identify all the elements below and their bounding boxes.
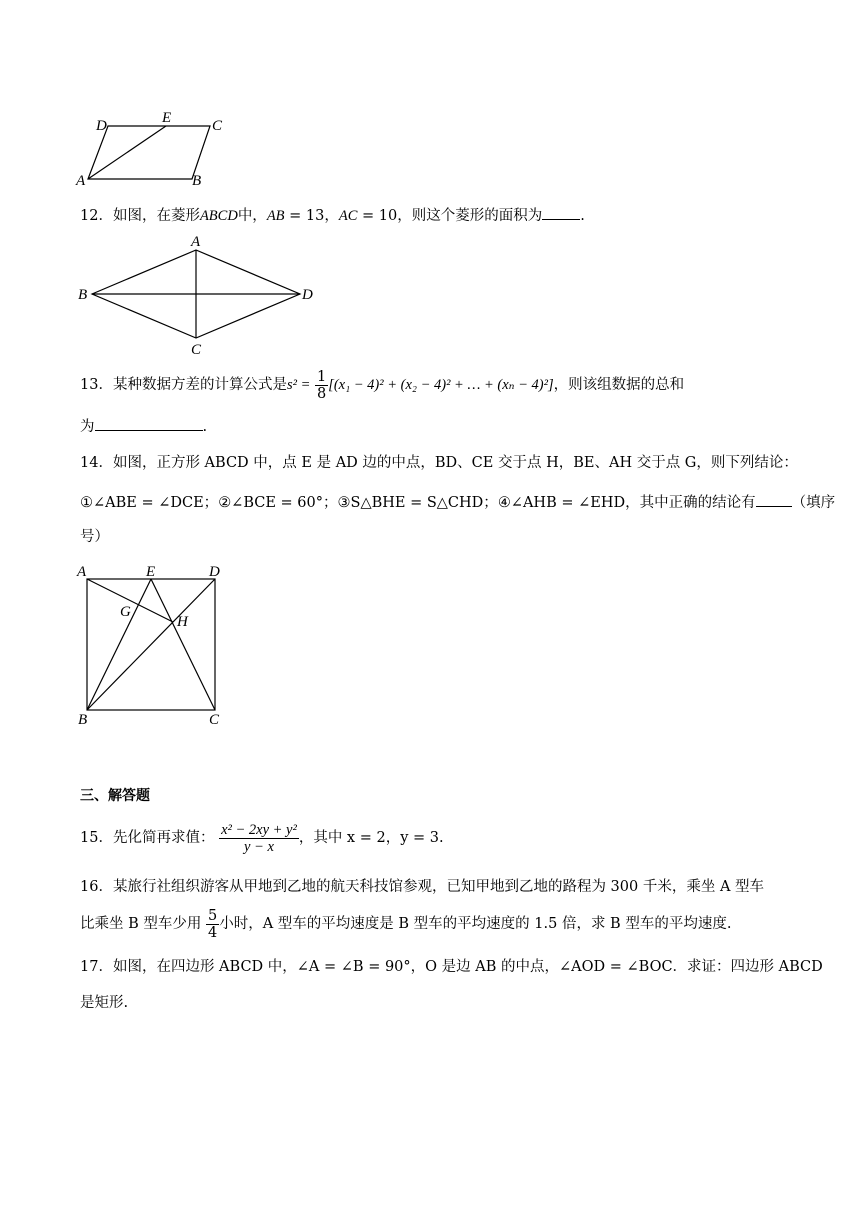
vertex-label-g: G [120,604,131,620]
vertex-label-d: D [96,118,107,134]
q13-fraction [315,369,328,402]
q13-answer-blank[interactable] [95,416,203,431]
q14-number: 14． [80,455,113,471]
q16-frac-num: 5 [207,907,218,924]
q13-formula-body: [(x₁ − 4)² + (x₂ − 4)² + … + (xₙ − 4)²] [328,377,554,393]
q15-fraction [219,822,299,855]
q13-text-b: ，则该组数据的总和 [553,377,685,393]
q17-line2: 是矩形. [80,995,129,1011]
q12-abcd: ABCD [199,208,238,224]
vertex-label-a: A [77,564,87,580]
q15-number: 15． [80,830,113,846]
vertex-label-d: D [209,564,220,580]
q15-den: y − x [243,838,274,855]
q12-ac: AC [338,208,358,224]
question-13 [80,368,684,402]
vertex-label-a: A [76,173,86,189]
q12-eq10: = 10，则这个菱形的面积为 [357,208,543,224]
q13-line2: 为 [80,419,95,435]
q14-answer-blank[interactable] [756,492,792,507]
vertex-label-b: B [192,173,202,189]
question-16-line2 [80,906,731,942]
parallelogram-figure [70,108,240,190]
question-14-line2 [80,492,835,512]
question-16-line1 [80,878,764,896]
vertex-label-b: B [78,712,88,728]
q14-fill: （填序 [791,495,836,511]
q12-ab: AB [266,208,285,224]
vertex-label-e: E [146,564,156,580]
vertex-label-b: B [78,287,88,303]
q14-conclusion-2: ②∠BCE = 60°； [218,495,338,511]
q13-number: 13． [80,377,113,393]
q16-number: 16． [80,879,113,895]
q15-num: x² − 2xy + y² [221,821,297,838]
question-12 [80,205,585,225]
vertex-label-c: C [191,342,202,358]
q17-number: 17． [80,959,113,975]
q16-fraction [206,908,219,941]
square-figure [72,560,242,730]
q12-text-b: 中， [237,208,267,224]
question-14-line3 [80,528,109,546]
section-heading: 三、解答题 [80,788,150,804]
vertex-label-d: D [302,287,313,303]
vertex-label-h: H [177,614,188,630]
q14-conclusion-4: ④∠AHB = ∠EHD，其中正确的结论有 [497,495,756,511]
q13-end: . [202,419,208,435]
question-17-line2 [80,994,128,1012]
vertex-label-a: A [191,234,201,250]
q14-line1: 如图，正方形 ABCD 中，点 E 是 AD 边的中点，BD、CE 交于点 H，BE、AH 交于点 G，则下列结论： [112,455,798,471]
q13-text-a: 某种数据方差的计算公式是 [112,377,287,393]
q13-formula-lhs: s² = [286,377,311,393]
q16-line1: 某旅行社组织游客从甲地到乙地的航天科技馆参观，已知甲地到乙地的路程为 300 千米，乘坐 A 型车 [112,879,765,895]
vertex-label-c: C [212,118,223,134]
q16-frac-den: 4 [207,924,218,941]
q16-line2-b: 小时，A 型车的平均速度是 B 型车的平均速度的 1.5 倍，求 B 型车的平均速度. [219,916,732,932]
q14-conclusion-3: ③S△BHE = S△CHD； [337,495,498,511]
q12-number: 12． [80,208,113,224]
rhombus-figure [72,232,332,358]
q13-frac-den: 8 [316,385,327,402]
q17-line1: 如图，在四边形 ABCD 中，∠A = ∠B = 90°，O 是边 AB 的中点，∠AOD = ∠BOC．求证：四边形 ABCD [112,959,823,975]
q12-answer-blank[interactable] [542,205,580,220]
q14-line3: 号） [80,529,109,545]
q15-text-a: 先化简再求值： [112,830,215,846]
q12-eq13: = 13， [284,208,339,224]
question-17-line1 [80,958,823,976]
q13-frac-num: 1 [316,368,327,385]
q16-line2-a: 比乘坐 B 型车少用 [80,916,202,932]
q12-text-a: 如图，在菱形 [112,208,200,224]
question-14-line1 [80,454,798,472]
q12-end: . [580,208,585,224]
vertex-label-e: E [162,110,172,126]
q14-conclusion-1: ①∠ABE = ∠DCE； [80,495,219,511]
vertex-label-c: C [209,712,220,728]
question-15 [80,820,444,856]
q15-text-b: ，其中 x = 2，y = 3. [298,830,444,846]
question-13-line2 [80,416,207,436]
